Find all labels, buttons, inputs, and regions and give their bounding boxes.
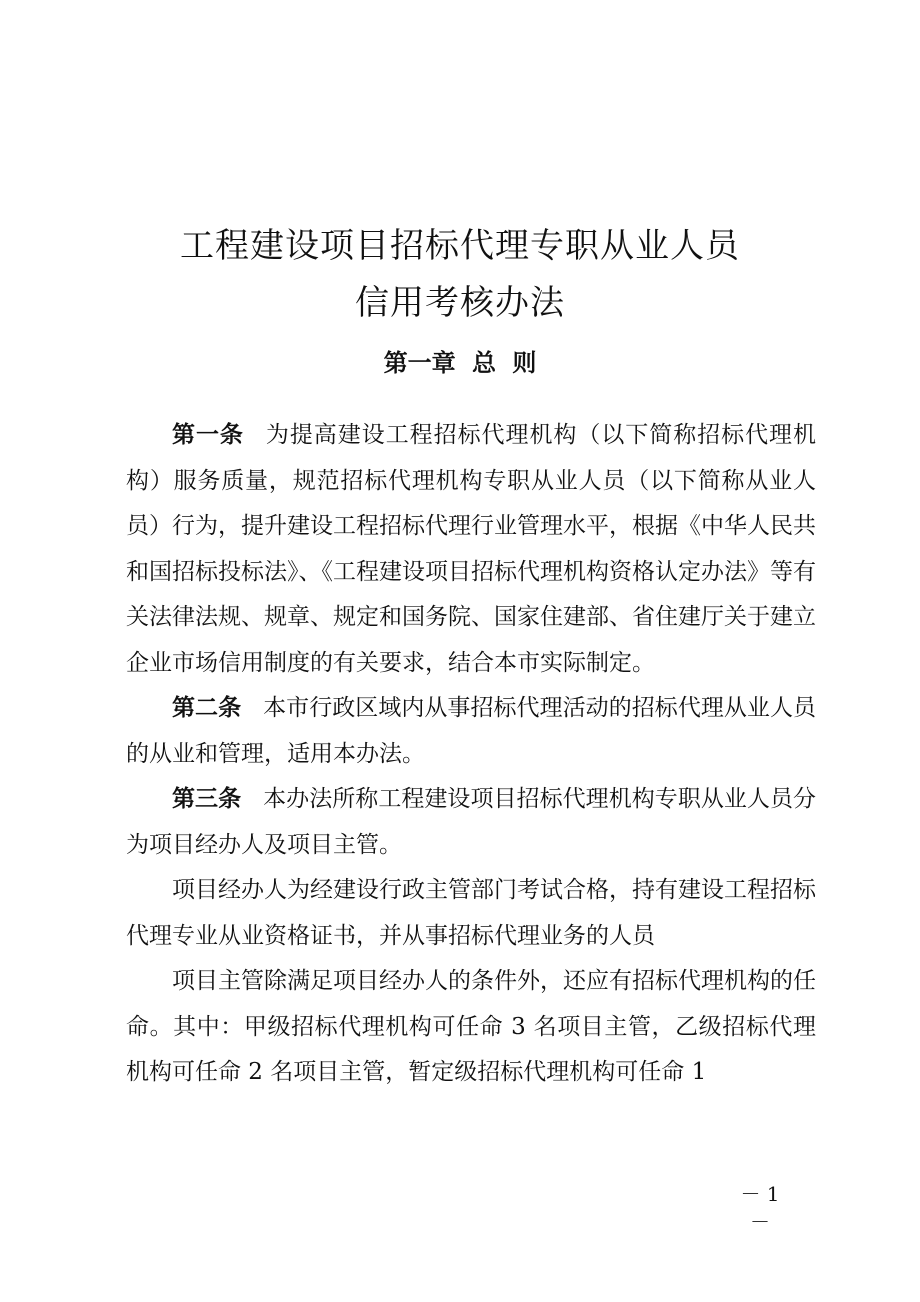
article-number: 第一条	[172, 422, 244, 448]
paragraph	[126, 868, 816, 959]
document-title-line1: 工程建设项目招标代理专职从业人员	[180, 226, 740, 266]
document-body	[126, 413, 816, 1096]
chapter-heading: 第一章 总 则	[383, 349, 537, 377]
article-text: 本市行政区域内从事招标代理活动的招标代理从业人员的从业和管理，适用本办法。	[126, 695, 817, 767]
article-number: 第三条	[172, 786, 242, 812]
document-title-line2: 信用考核办法	[355, 283, 565, 323]
paragraph-article-1	[126, 413, 816, 686]
article-text: 为提高建设工程招标代理机构（以下简称招标代理机构）服务质量，规范招标代理机构专职从业人员（以下简称从业人员）行为，提升建设工程招标代理行业管理水平，根据《中华人民共和国招标投标法》、《工程建设项目招标代理机构资格认定办法》等有关法律法规、规章、规定和国务院、国家住建部、省住建厅关于建立企业市场信用制度的有关要求，结合本市实际制定。	[126, 422, 817, 676]
article-number: 第二条	[172, 695, 242, 721]
page-number: － 1 －	[740, 1182, 780, 1234]
paragraph-text: 项目主管除满足项目经办人的条件外，还应有招标代理机构的任命。其中：甲级招标代理机构可任命 3 名项目主管，乙级招标代理机构可任命 2 名项目主管，暂定级招标代理机构可任命 1	[126, 968, 816, 1085]
paragraph-article-3	[126, 777, 816, 868]
paragraph	[126, 959, 816, 1096]
article-text: 本办法所称工程建设项目招标代理机构专职从业人员分为项目经办人及项目主管。	[126, 786, 817, 858]
paragraph-article-2	[126, 686, 816, 777]
paragraph-text: 项目经办人为经建设行政主管部门考试合格，持有建设工程招标代理专业从业资格证书，并从事招标代理业务的人员	[126, 877, 816, 949]
